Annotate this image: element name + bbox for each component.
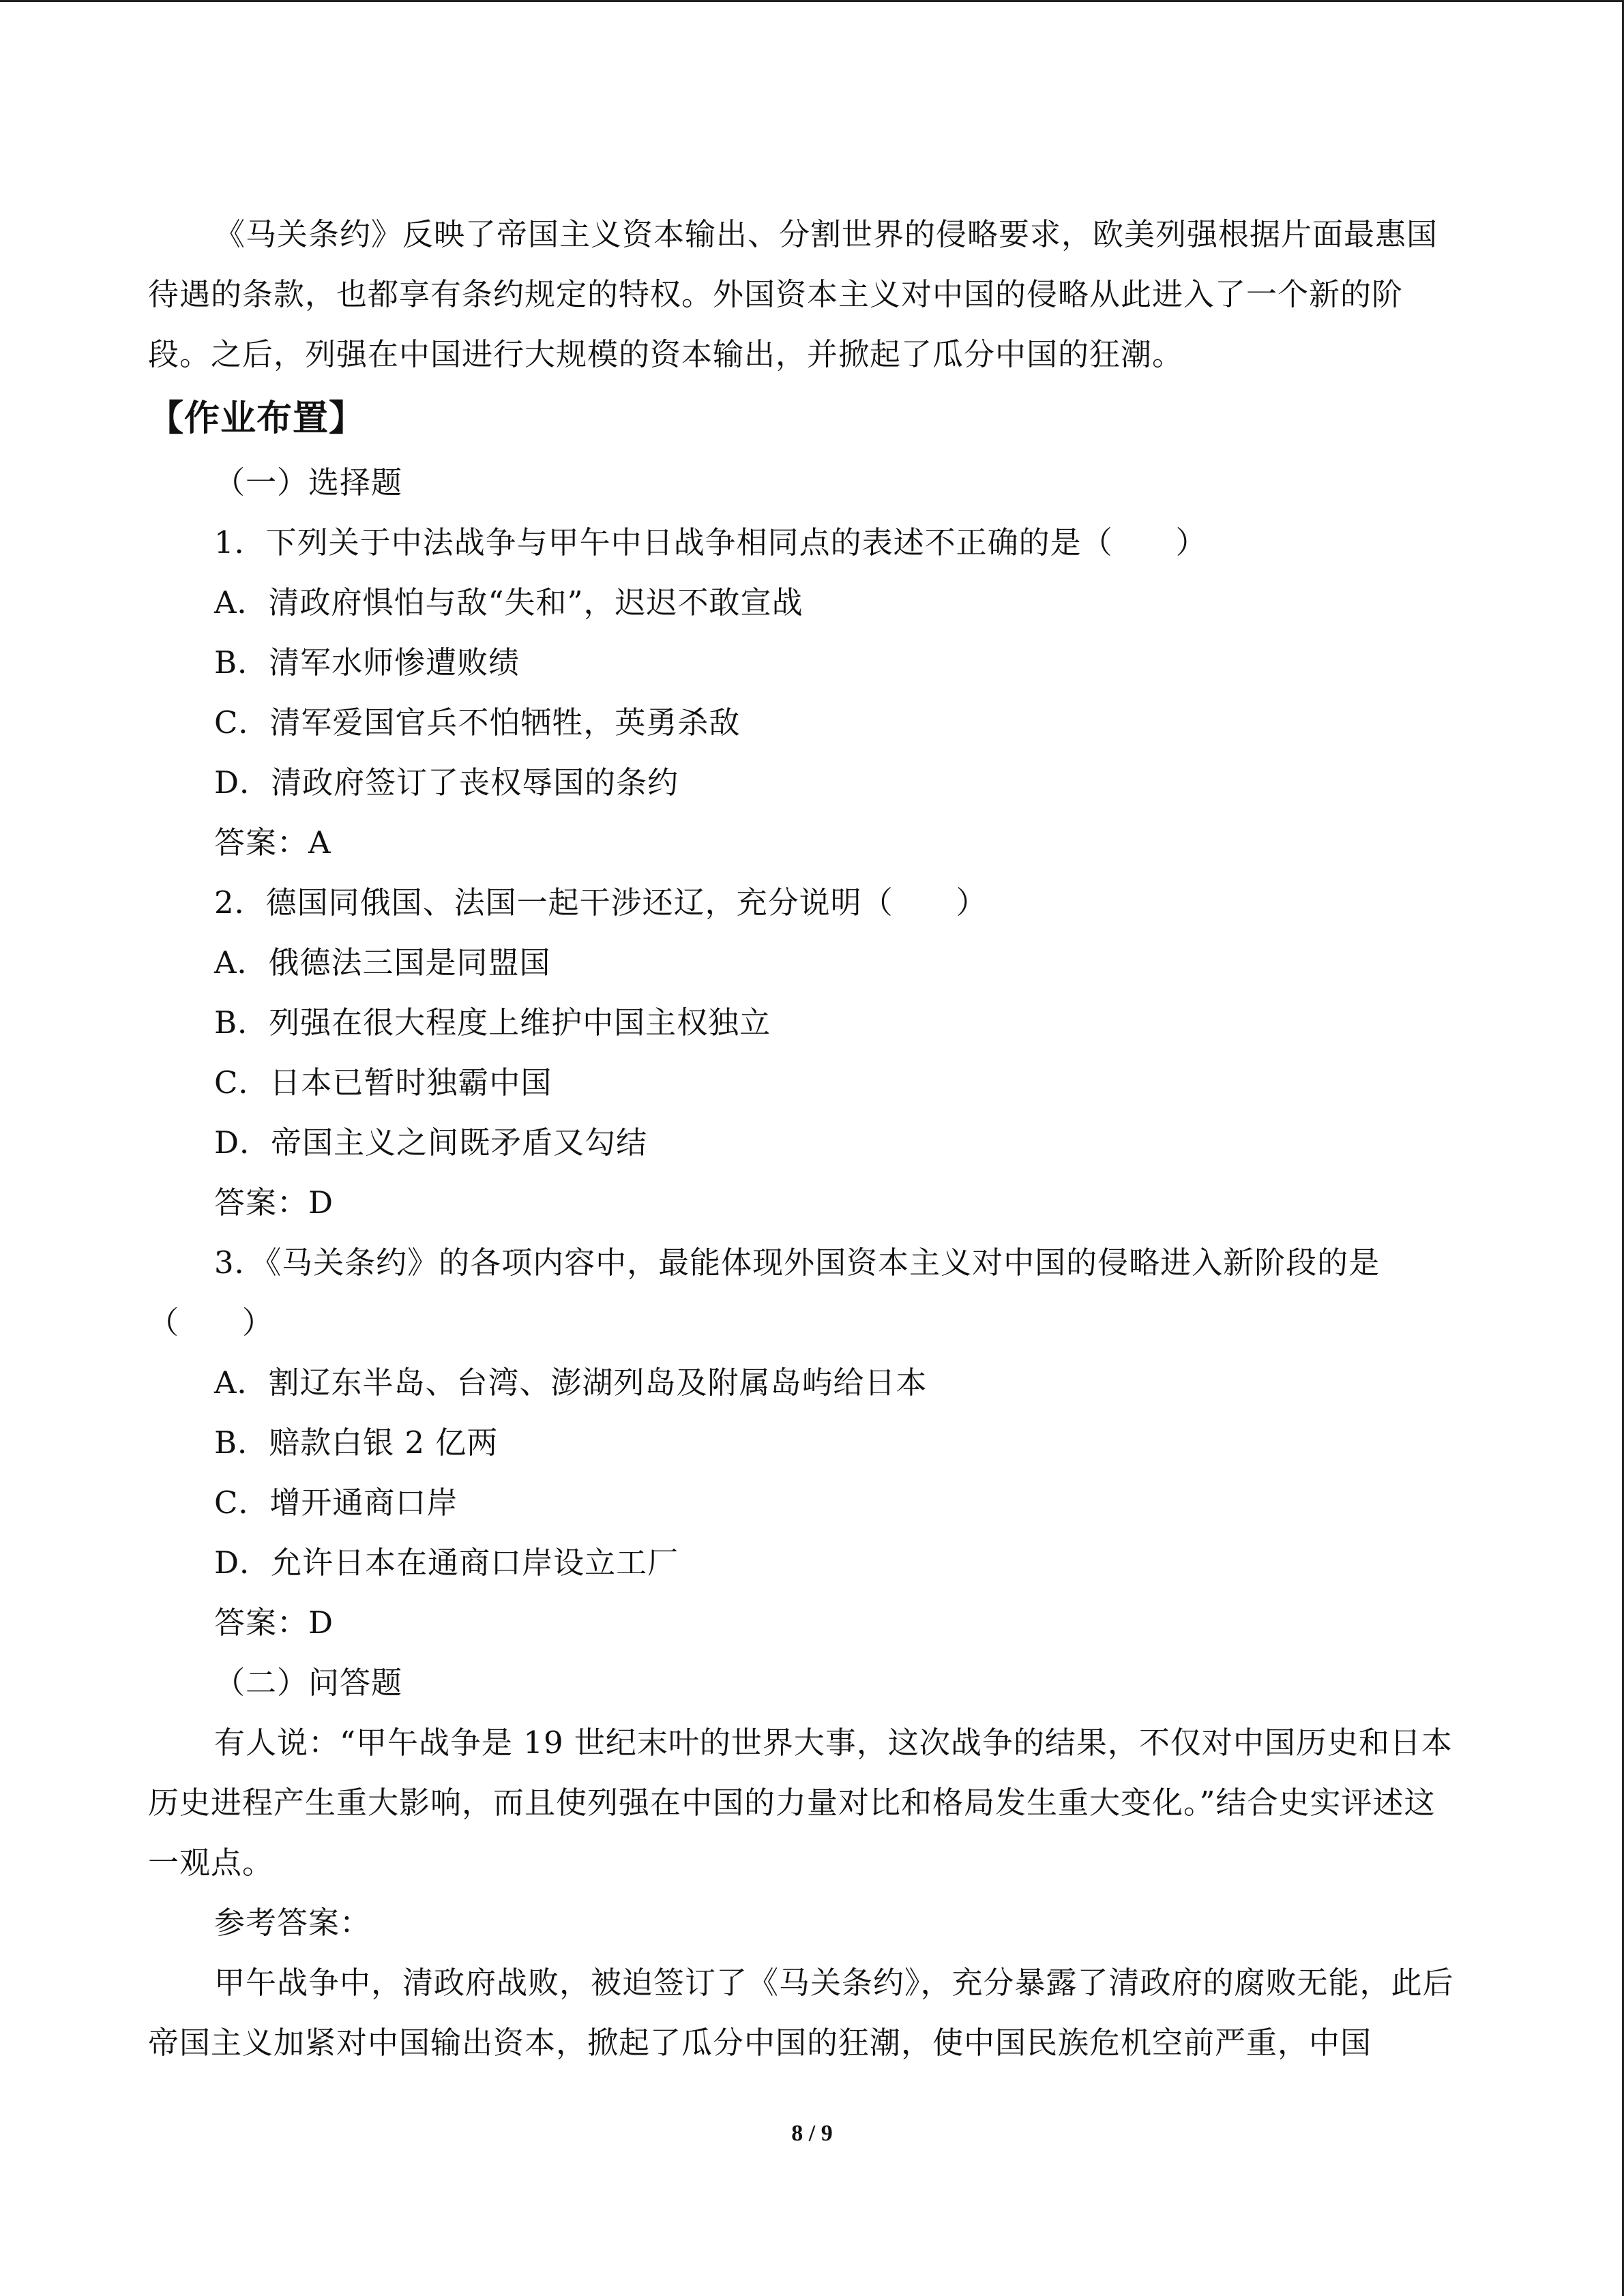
option-c: C．日本已暂时独霸中国 <box>214 1064 552 1101</box>
section-heading: 【作业布置】 <box>148 398 366 439</box>
reference-answer: 甲午战争中，清政府战败，被迫签订了《马关条约》，充分暴露了清政府的腐败无能，此后帝国主义加紧对中国输出资本，掀起了瓜分中国的狂潮，使中国民族危机空前严重，中国 <box>148 1965 1454 2061</box>
option-c: C．清军爱国官兵不怕牺牲，英勇杀敌 <box>214 704 741 741</box>
option-d: D．允许日本在通商口岸设立工厂 <box>214 1545 679 1581</box>
question-2 <box>148 873 1458 1233</box>
answer: 答案：A <box>214 824 331 861</box>
option-d: D．帝国主义之间既矛盾又勾结 <box>214 1124 648 1161</box>
option-b: B．赔款白银 2 亿两 <box>214 1425 499 1461</box>
question-1 <box>148 513 1458 873</box>
part1-title: （一）选择题 <box>214 464 403 501</box>
option-c: C．增开通商口岸 <box>214 1485 458 1521</box>
part2-title: （二）问答题 <box>214 1665 403 1701</box>
question-stem: 2．德国同俄国、法国一起干涉还辽，充分说明（ ） <box>214 884 988 921</box>
page-number: 8 / 9 <box>791 2121 833 2146</box>
page-border-top <box>0 0 1624 2</box>
answer: 答案：D <box>214 1184 334 1221</box>
option-a: A．割辽东半岛、台湾、澎湖列岛及附属岛屿给日本 <box>214 1365 928 1401</box>
answer: 答案：D <box>214 1605 334 1641</box>
essay-question: 有人说：“甲午战争是 19 世纪末叶的世界大事，这次战争的结果，不仅对中国历史和日本历史进程产生重大影响，而且使列强在中国的力量对比和格局发生重大变化。”结合史实评述这一观点。 <box>148 1725 1453 1881</box>
option-b: B．列强在很大程度上维护中国主权独立 <box>214 1004 771 1041</box>
document-body <box>148 205 1458 2073</box>
question-stem: 3．《马关条约》的各项内容中，最能体现外国资本主义对中国的侵略进入新阶段的是（ ） <box>148 1244 1381 1341</box>
option-a: A．清政府惧怕与敌“失和”，迟迟不敢宣战 <box>214 584 803 621</box>
option-a: A．俄德法三国是同盟国 <box>214 944 551 981</box>
option-d: D．清政府签订了丧权辱国的条约 <box>214 764 679 801</box>
option-b: B．清军水师惨遭败绩 <box>214 644 520 681</box>
intro-paragraph: 《马关条约》反映了帝国主义资本输出、分割世界的侵略要求，欧美列强根据片面最惠国待遇的条款，也都享有条约规定的特权。外国资本主义对中国的侵略从此进入了一个新的阶段。之后，列强在中国进行大规模的资本输出，并掀起了瓜分中国的狂潮。 <box>148 216 1438 372</box>
reference-label: 参考答案： <box>214 1905 372 1941</box>
question-3 <box>148 1233 1458 1653</box>
question-stem: 1．下列关于中法战争与甲午中日战争相同点的表述不正确的是（ ） <box>214 524 1207 561</box>
